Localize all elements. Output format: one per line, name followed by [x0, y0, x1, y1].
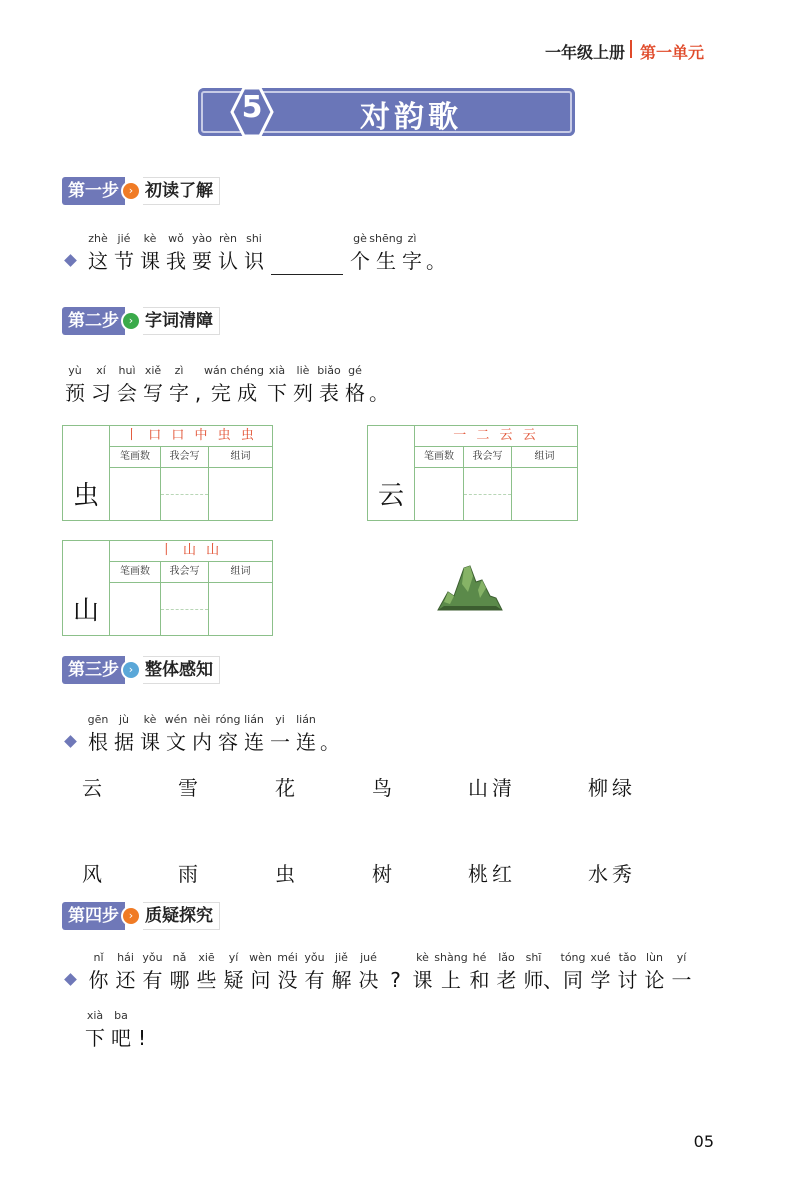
char-table-chong: 虫 丨 口 口 中 虫 虫 笔画数 我会写 组词 — [62, 425, 273, 521]
writing-cell[interactable] — [161, 583, 209, 635]
stroke-order: 一 二 云 云 — [415, 426, 577, 447]
question-4-line-1: nǐ 你 hái 还 yǒu 有 nǎ 哪 xiē 些 yí 疑 wèn 问 méi 没 yǒu 有 jiě 解 jué 决 ? kè 课 shàng 上 hé 和 lǎo 老 shī 师 、 tóng 同 xué 学 tǎo 讨 lùn 论 yí 一 — [62, 950, 695, 994]
step-2-tag — [62, 307, 220, 335]
match-top-word[interactable]: 柳绿 — [588, 776, 636, 800]
word-cell[interactable] — [209, 468, 272, 520]
question-4-line-2: xià 下 ba 吧 ! — [85, 1009, 147, 1050]
match-top-word[interactable]: 花 — [275, 776, 299, 800]
step-2-name: 字词清障 — [143, 307, 220, 335]
match-top-word[interactable]: 山清 — [468, 776, 516, 800]
table-character: 云 — [377, 481, 404, 511]
step-4-label: 第四步 — [62, 902, 125, 930]
step-3-tag — [62, 656, 220, 684]
step-2-label: 第二步 — [62, 307, 125, 335]
step-1-label: 第一步 — [62, 177, 125, 205]
diamond-bullet-icon — [64, 973, 77, 986]
writing-cell[interactable] — [161, 468, 209, 520]
stroke-count-cell[interactable] — [110, 468, 161, 520]
header-unit: 第一单元 — [640, 43, 705, 62]
stroke-order: 丨 口 口 中 虫 虫 — [110, 426, 272, 447]
step-4-tag — [62, 902, 220, 930]
step-3-label: 第三步 — [62, 656, 125, 684]
question-2: yù 预 xí 习 huì 会 xiě 写 zì 字 , wán chéng 完 成 xià 下 liè 列 biǎo 表 gé 格 。 — [65, 364, 389, 405]
step-3-name: 整体感知 — [143, 656, 220, 684]
match-top-word[interactable]: 鸟 — [372, 776, 396, 800]
header-separator — [630, 40, 632, 58]
match-bottom-word[interactable]: 桃红 — [468, 862, 516, 886]
table-character: 山 — [72, 596, 99, 626]
char-table-shan: 山 丨 山 山 笔画数 我会写 组词 — [62, 540, 273, 636]
table-character: 虫 — [72, 481, 99, 511]
page-number: 05 — [693, 1132, 714, 1151]
writing-cell[interactable] — [464, 468, 512, 520]
chevron-right-icon: › — [123, 662, 139, 678]
stroke-count-cell[interactable] — [110, 583, 161, 635]
question-1: zhè 这 jié 节 kè 课 wǒ 我 yào 要 rèn 认 shi 识 gè 个 shēng 生 zì 字 。 — [62, 231, 447, 275]
match-top-word[interactable]: 雪 — [178, 776, 202, 800]
match-bottom-word[interactable]: 树 — [372, 862, 396, 886]
match-bottom-word[interactable]: 虫 — [275, 862, 299, 886]
diamond-bullet-icon — [64, 254, 77, 267]
match-bottom-word[interactable]: 水秀 — [588, 862, 636, 886]
diamond-bullet-icon — [64, 735, 77, 748]
match-bottom-word[interactable]: 雨 — [178, 862, 202, 886]
header-grade: 一年级上册 — [544, 43, 625, 62]
lesson-number: 5 — [241, 90, 263, 125]
answer-blank[interactable] — [271, 250, 343, 275]
step-1-name: 初读了解 — [143, 177, 220, 205]
step-1-tag — [62, 177, 220, 205]
stroke-order: 丨 山 山 — [110, 541, 272, 562]
lesson-title: 对韵歌 — [360, 100, 462, 135]
match-bottom-word[interactable]: 风 — [82, 862, 106, 886]
step-4-name: 质疑探究 — [143, 902, 220, 930]
mountain-illustration — [436, 562, 504, 612]
word-cell[interactable] — [209, 583, 272, 635]
match-top-word[interactable]: 云 — [82, 776, 106, 800]
chevron-right-icon: › — [123, 313, 139, 329]
chevron-right-icon: › — [123, 183, 139, 199]
stroke-count-cell[interactable] — [415, 468, 464, 520]
question-3: gēn 根 jù 据 kè 课 wén 文 nèi 内 róng 容 lián 连 yi 一 lián 连 。 — [62, 712, 341, 756]
word-cell[interactable] — [512, 468, 577, 520]
char-table-yun: 云 一 二 云 云 笔画数 我会写 组词 — [367, 425, 578, 521]
chevron-right-icon: › — [123, 908, 139, 924]
